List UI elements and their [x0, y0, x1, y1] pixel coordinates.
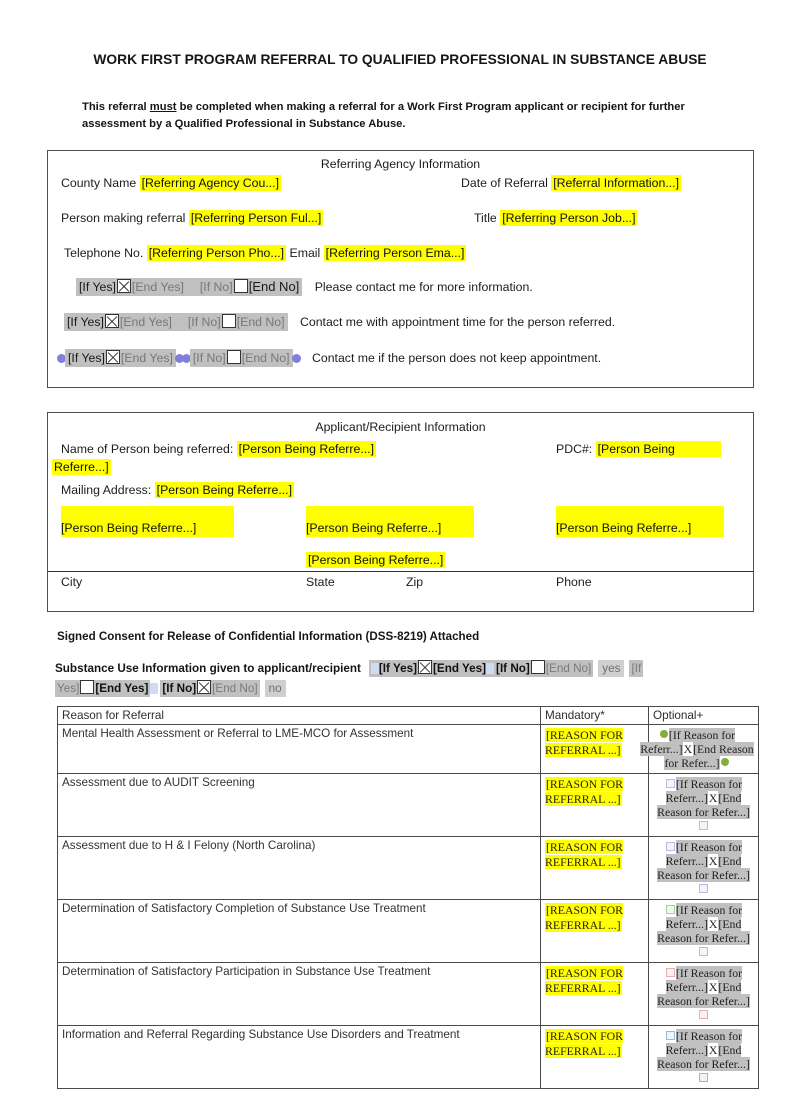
phone-email-line — [64, 246, 466, 260]
person-making-referral-field[interactable]: [Referring Person Ful...] — [190, 211, 322, 225]
comment-marker-icon — [721, 758, 729, 766]
end-reason-token[interactable]: [End Reason for Refer...] — [664, 742, 754, 770]
if-no-token: [If No] — [496, 662, 530, 675]
optional-cell — [649, 837, 759, 900]
state-label: State — [306, 575, 335, 589]
checkbox-no-unchecked[interactable] — [222, 314, 236, 328]
mandatory-cell — [541, 900, 649, 963]
if-reason-token[interactable]: [If Reason for Referr...] — [665, 1029, 743, 1057]
phone-field[interactable] — [556, 506, 724, 537]
missed-appointment-text: Contact me if the person does not keep appointment. — [311, 351, 602, 365]
zip-label: Zip — [406, 575, 424, 589]
mailing-address-field[interactable]: [Person Being Referre...] — [156, 483, 292, 497]
phone-label: Phone — [556, 575, 592, 589]
checkbox-no-unchecked[interactable] — [227, 350, 241, 364]
date-line — [461, 176, 681, 190]
name-label: Name of Person being referred: — [61, 442, 234, 456]
referral-table — [57, 706, 759, 1089]
reason-cell: Assessment due to H & I Felony (North Carolina) — [58, 837, 541, 900]
optional-cell — [649, 1026, 759, 1089]
email-field[interactable]: [Referring Person Ema...] — [325, 246, 465, 260]
optional-cell — [640, 725, 759, 774]
end-yes-token: [End Yes] — [120, 351, 173, 365]
comment-marker-icon — [666, 779, 675, 788]
table-row — [58, 774, 759, 837]
reason-cell: Determination of Satisfactory Participation in Substance Use Treatment — [58, 963, 541, 1026]
appointment-time-row — [64, 314, 615, 329]
optional-cell — [649, 900, 759, 963]
intro-must-underlined: must — [149, 101, 177, 113]
reason-column-header: Reason for Referral — [58, 707, 541, 725]
anchor-mark-icon — [150, 683, 158, 694]
mandatory-column-header: Mandatory* — [541, 707, 649, 725]
pdc-field-part2[interactable]: Referre...] — [54, 460, 109, 474]
substance-line-1 — [55, 659, 767, 678]
token-group — [629, 660, 643, 677]
telephone-field[interactable]: [Referring Person Pho...] — [148, 246, 285, 260]
person-making-referral-label: Person making referral — [61, 211, 186, 225]
comment-marker-icon — [666, 1031, 675, 1040]
reason-for-referral-field[interactable]: [REASON FOR REFERRAL ...] — [545, 777, 624, 806]
applicant-section — [47, 412, 754, 612]
reason-for-referral-field[interactable]: [REASON FOR REFERRAL ...] — [545, 903, 624, 932]
end-reason-token[interactable]: [End Reason for Refer...] — [657, 980, 750, 1008]
checkbox-yes-checked[interactable] — [117, 279, 131, 293]
city-field-text: [Person Being Referre...] — [61, 521, 197, 535]
mailing-line — [61, 483, 294, 497]
end-yes-token: [End Yes] — [433, 662, 487, 675]
end-reason-token[interactable]: [End Reason for Refer...] — [657, 791, 750, 819]
x-mark: X — [708, 1043, 718, 1057]
substance-use-block — [55, 659, 767, 698]
substance-label: Substance Use Information given to applicant/recipient — [55, 662, 361, 675]
end-no-token: [End No] — [248, 279, 300, 294]
checkbox-yes-checked[interactable] — [106, 350, 120, 364]
comment-marker-icon — [699, 947, 708, 956]
county-name-field[interactable]: [Referring Agency Cou...] — [141, 176, 279, 190]
page-title: WORK FIRST PROGRAM REFERRAL TO QUALIFIED PROFESSIONAL IN SUBSTANCE ABUSE — [93, 52, 707, 67]
checkbox-yes-checked[interactable] — [105, 314, 119, 328]
if-reason-token[interactable]: [If Reason for Referr...] — [665, 903, 743, 931]
comment-marker-icon — [666, 905, 675, 914]
yes-token-part: Yes] — [57, 682, 80, 695]
table-row — [58, 837, 759, 900]
checkbox-no-unchecked[interactable] — [234, 279, 248, 293]
city-field[interactable] — [61, 506, 234, 537]
if-reason-token[interactable]: [If Reason for Referr...] — [665, 840, 743, 868]
phone-field-text: [Person Being Referre...] — [556, 521, 692, 535]
if-no-token: [If No] — [187, 315, 221, 329]
referring-agency-section — [47, 150, 754, 388]
mandatory-cell — [541, 774, 649, 837]
x-mark: X — [708, 854, 718, 868]
optional-cell — [649, 774, 759, 837]
checkbox-no-unchecked[interactable] — [531, 660, 545, 674]
table-row — [58, 900, 759, 963]
token-group — [76, 278, 302, 296]
comment-marker-icon — [666, 968, 675, 977]
state-field-text: [Person Being Referre...] — [306, 521, 442, 535]
if-yes-token: [If Yes] — [79, 280, 116, 294]
substance-line-2 — [55, 679, 767, 698]
state-field[interactable] — [306, 506, 474, 537]
title-label: Title — [474, 211, 497, 225]
pdc-wrap-line — [52, 460, 111, 474]
comment-marker-icon — [699, 884, 708, 893]
if-no-token: [If No] — [199, 280, 233, 294]
optional-cell — [649, 963, 759, 1026]
x-mark: X — [708, 791, 718, 805]
divider — [48, 571, 753, 572]
county-name-label: County Name — [61, 176, 137, 190]
reason-cell: Information and Referral Regarding Substance Use Disorders and Treatment — [58, 1026, 541, 1089]
pdc-label: PDC#: — [556, 442, 593, 456]
appointment-time-text: Contact me with appointment time for the person referred. — [299, 315, 616, 329]
person-line — [61, 211, 323, 225]
end-yes-token: [End Yes] — [95, 682, 149, 695]
token-group — [55, 680, 150, 697]
token-group — [160, 680, 259, 697]
if-token-part: [If — [631, 662, 642, 675]
end-reason-token[interactable]: [End Reason for Refer...] — [657, 1043, 750, 1071]
name-field[interactable]: [Person Being Referre...] — [238, 442, 375, 456]
token-group — [65, 349, 176, 367]
intro-pre: This referral — [82, 101, 150, 113]
yes-text: yes — [598, 660, 624, 677]
date-of-referral-field[interactable]: [Referral Information...] — [553, 176, 679, 190]
end-no-token: [End No] — [545, 662, 592, 675]
reason-cell: Mental Health Assessment or Referral to LME-MCO for Assessment — [58, 725, 541, 774]
if-reason-token[interactable]: [If Reason for Referr...] — [640, 728, 736, 756]
if-no-token: [If No] — [192, 351, 226, 365]
title-line — [474, 211, 637, 225]
table-row — [58, 1026, 759, 1089]
end-yes-token: [End Yes] — [119, 315, 172, 329]
if-no-token: [If No] — [162, 682, 197, 695]
optional-column-header: Optional+ — [649, 707, 759, 725]
end-reason-token[interactable]: [End Reason for Refer...] — [657, 917, 750, 945]
referring-agency-header: Referring Agency Information — [320, 157, 481, 171]
title-field[interactable]: [Referring Person Job...] — [502, 211, 636, 225]
city-label: City — [61, 575, 83, 589]
comment-marker-icon — [699, 1073, 708, 1082]
comment-dot-icon — [292, 354, 301, 363]
checkbox-yes-checked[interactable] — [418, 660, 432, 674]
mandatory-cell — [541, 837, 649, 900]
county-line — [61, 176, 281, 190]
anchor-mark-icon — [371, 663, 379, 674]
comment-marker-icon — [660, 730, 668, 738]
if-reason-token[interactable]: [If Reason for Referr...] — [665, 966, 743, 994]
applicant-header: Applicant/Recipient Information — [315, 420, 486, 434]
end-reason-token[interactable]: [End Reason for Refer...] — [657, 854, 750, 882]
reason-for-referral-field[interactable]: [REASON FOR REFERRAL ...] — [545, 728, 624, 757]
checkbox-yes-unchecked[interactable] — [80, 680, 94, 694]
end-yes-token: [End Yes] — [131, 280, 184, 294]
mandatory-cell — [541, 725, 649, 774]
reason-for-referral-field[interactable]: [REASON FOR REFERRAL ...] — [545, 840, 624, 869]
reason-cell: Assessment due to AUDIT Screening — [58, 774, 541, 837]
comment-marker-icon — [666, 842, 675, 851]
intro-paragraph — [82, 99, 732, 133]
mailing-address-label: Mailing Address: — [61, 483, 152, 497]
if-yes-token: [If Yes] — [67, 315, 104, 329]
mandatory-cell — [541, 1026, 649, 1089]
end-no-token: [End No] — [241, 351, 290, 365]
table-row — [58, 963, 759, 1026]
table-header-row — [58, 707, 759, 725]
email-label: Email — [289, 246, 321, 260]
signed-consent-line: Signed Consent for Release of Confidential Information (DSS-8219) Attached — [57, 630, 480, 643]
no-text: no — [265, 680, 286, 697]
reason-for-referral-field[interactable]: [REASON FOR REFERRAL ...] — [545, 1029, 624, 1058]
date-of-referral-label: Date of Referral — [461, 176, 548, 190]
x-mark: X — [683, 742, 693, 756]
contact-info-row — [76, 279, 533, 294]
comment-marker-icon — [699, 1010, 708, 1019]
if-yes-token: [If Yes] — [68, 351, 105, 365]
missed-appointment-row — [58, 350, 601, 365]
anchor-mark-icon — [486, 663, 494, 674]
end-no-token: [End No] — [212, 682, 258, 695]
zip-field-line — [306, 553, 445, 567]
mandatory-cell — [541, 963, 649, 1026]
token-group — [369, 660, 593, 677]
intro-post: be completed when making a referral for a Work First Program applicant or recipient for further assessment by a Qualified Professional in Substance Abuse. — [82, 101, 685, 130]
reason-cell: Determination of Satisfactory Completion of Substance Use Treatment — [58, 900, 541, 963]
contact-info-text: Please contact me for more information. — [314, 280, 533, 294]
zip-field[interactable]: [Person Being Referre...] — [308, 553, 444, 567]
x-mark: X — [708, 917, 718, 931]
name-line — [61, 442, 376, 456]
pdc-line — [556, 442, 721, 456]
table-row — [58, 725, 759, 774]
if-yes-token: [If Yes] — [378, 662, 417, 675]
token-group — [190, 349, 293, 367]
token-group — [64, 313, 288, 331]
comment-marker-icon — [699, 821, 708, 830]
x-mark: X — [708, 980, 718, 994]
telephone-label: Telephone No. — [64, 246, 144, 260]
reason-for-referral-field[interactable]: [REASON FOR REFERRAL ...] — [545, 966, 624, 995]
checkbox-no-checked[interactable] — [197, 680, 211, 694]
if-reason-token[interactable]: [If Reason for Referr...] — [665, 777, 743, 805]
end-no-token: [End No] — [236, 315, 285, 329]
pdc-field-part1[interactable]: [Person Being — [596, 441, 721, 457]
